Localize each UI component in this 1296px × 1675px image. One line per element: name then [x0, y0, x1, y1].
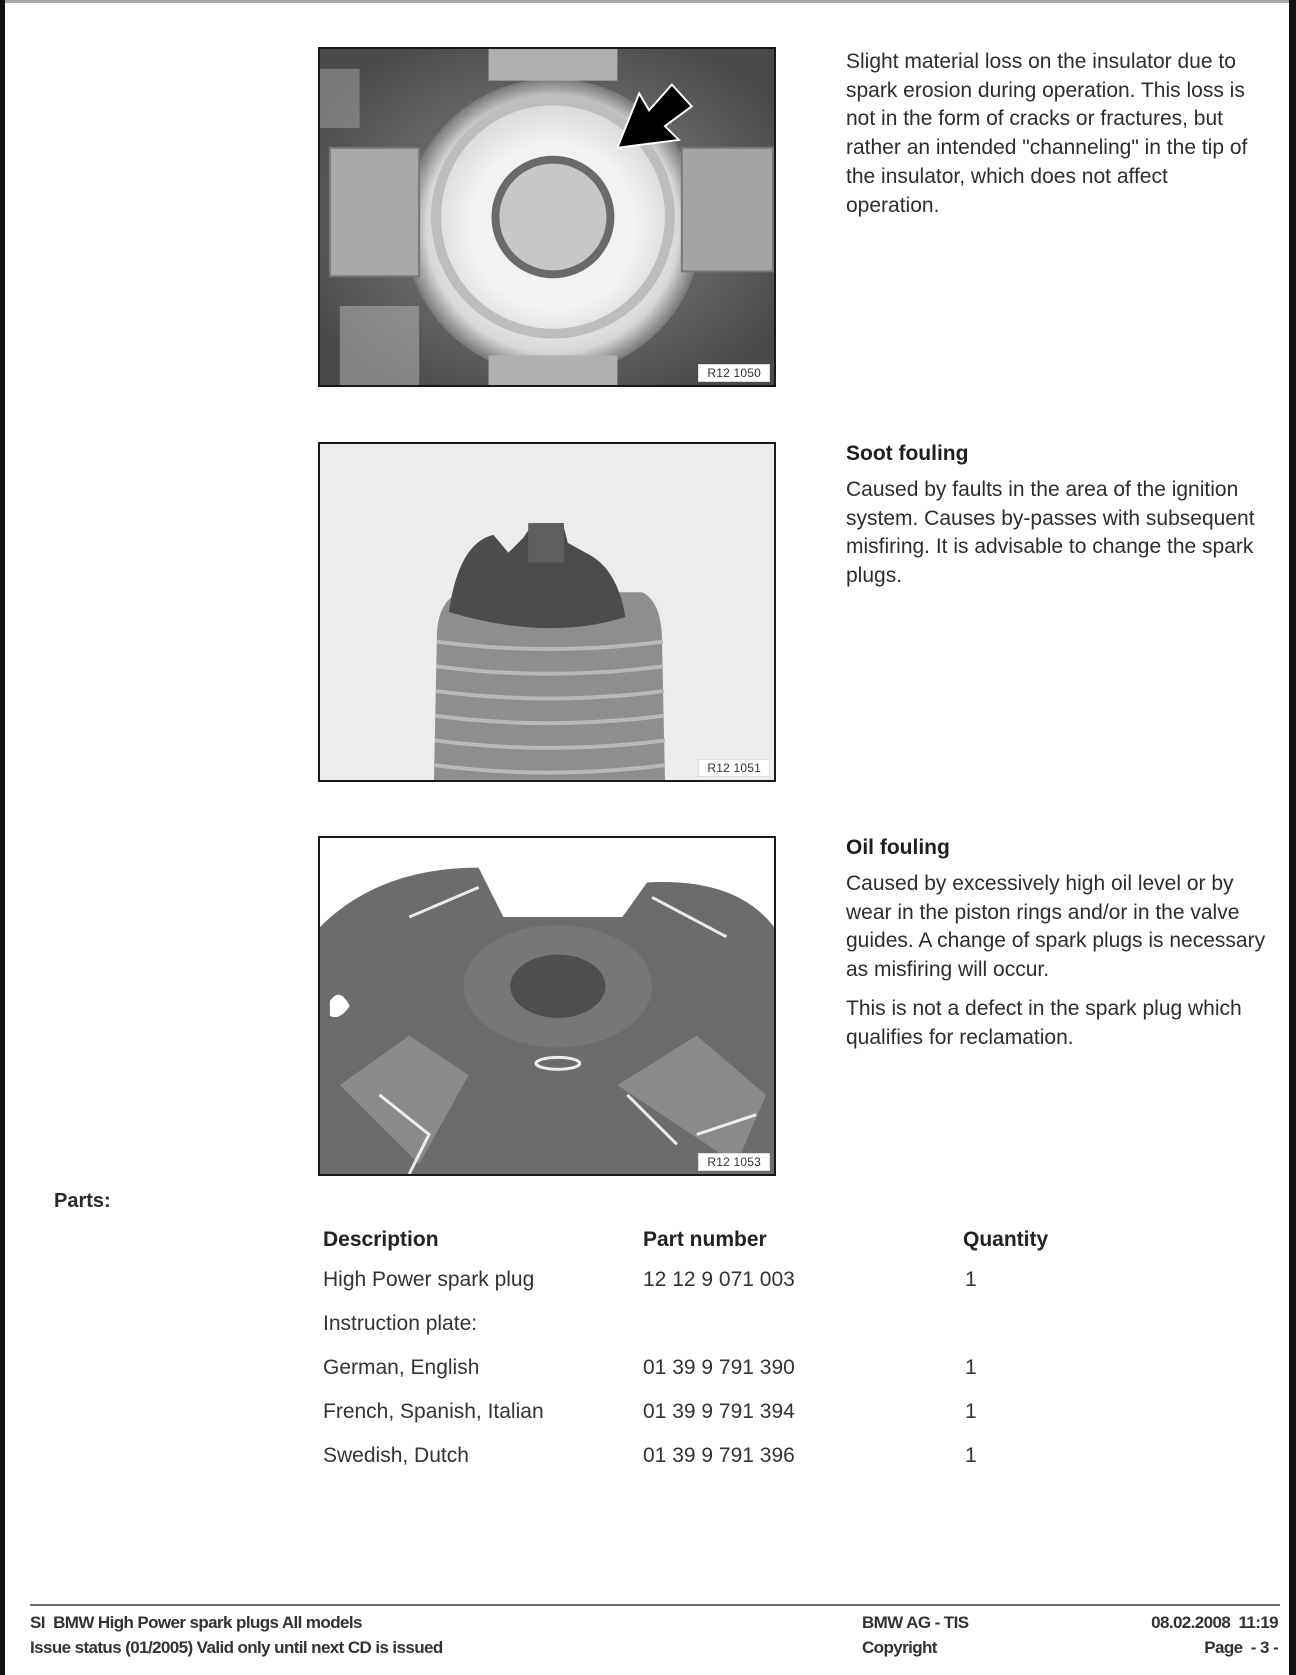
footer-divider [30, 1604, 1280, 1606]
soot-fouling-photo [320, 444, 774, 780]
footer-middle [862, 1610, 968, 1660]
cell-quantity: 1 [965, 1444, 977, 1467]
page-top-edge [0, 0, 1296, 3]
table-row [323, 1312, 1083, 1356]
text-soot-fouling [846, 440, 1266, 601]
figure-caption: R12 1053 [698, 1153, 770, 1171]
figure-caption: R12 1051 [698, 759, 770, 777]
parts-heading: Parts: [54, 1190, 111, 1212]
cell-part-number: 12 12 9 071 003 [643, 1268, 795, 1291]
figure-caption: R12 1050 [698, 364, 770, 382]
footer-datetime: 08.02.2008 11:19 [1151, 1613, 1278, 1632]
cell-quantity: 1 [965, 1356, 977, 1379]
header-quantity: Quantity [963, 1228, 1049, 1251]
description-text: Caused by excessively high oil level or by wear in the piston rings and/or in the valve guides. A change of spark plugs is necessary as misfiring will occur. [846, 872, 1266, 982]
table-row [323, 1356, 1083, 1400]
footer-publisher: BMW AG - TIS [862, 1613, 969, 1632]
cell-quantity [963, 1312, 1083, 1356]
cell-description: Instruction plate: [323, 1312, 478, 1335]
footer-document-title: SI BMW High Power spark plugs All models [30, 1613, 362, 1632]
footer-page-number: Page - 3 - [1204, 1638, 1278, 1657]
table-row [323, 1444, 1083, 1488]
cell-part-number [643, 1312, 963, 1356]
footer-right [1100, 1610, 1278, 1660]
cell-description: French, Spanish, Italian [323, 1400, 544, 1423]
description-text: Slight material loss on the insulator due to spark erosion during operation. This loss is not in the form of cracks or fractures, but rather an intended "channeling" in the tip of the insulator, which does not affect operation. [846, 50, 1248, 217]
cell-part-number: 01 39 9 791 396 [643, 1444, 795, 1467]
header-description: Description [323, 1228, 439, 1251]
parts-table [323, 1228, 1083, 1488]
insulator-erosion-photo [320, 49, 774, 385]
cell-description: High Power spark plug [323, 1268, 535, 1291]
header-part-number: Part number [643, 1228, 767, 1251]
description-text: This is not a defect in the spark plug which qualifies for reclamation. [846, 996, 1242, 1049]
cell-quantity: 1 [965, 1400, 977, 1423]
text-oil-fouling [846, 834, 1266, 1062]
text-insulator-erosion [846, 48, 1266, 230]
parts-table-header [323, 1228, 1083, 1268]
cell-part-number: 01 39 9 791 394 [643, 1400, 795, 1423]
cell-part-number: 01 39 9 791 390 [643, 1356, 795, 1379]
oil-fouling-photo [320, 838, 774, 1174]
figure-soot-fouling [318, 442, 776, 782]
page-right-edge [1289, 0, 1296, 1675]
section-heading: Oil fouling [846, 836, 950, 859]
description-text: Caused by faults in the area of the ignition system. Causes by-passes with subsequent misfiring. It is advisable to change the spark plugs. [846, 478, 1255, 588]
figure-insulator-erosion [318, 47, 776, 387]
table-row [323, 1400, 1083, 1444]
cell-description: German, English [323, 1356, 480, 1379]
footer-left [30, 1610, 443, 1660]
table-row [323, 1268, 1083, 1312]
footer-copyright: Copyright [862, 1638, 937, 1657]
section-heading: Soot fouling [846, 442, 969, 465]
figure-oil-fouling [318, 836, 776, 1176]
cell-quantity: 1 [965, 1268, 977, 1291]
cell-description: Swedish, Dutch [323, 1444, 469, 1467]
footer-issue-status: Issue status (01/2005) Valid only until next CD is issued [30, 1638, 443, 1657]
page-left-edge [0, 0, 5, 1675]
